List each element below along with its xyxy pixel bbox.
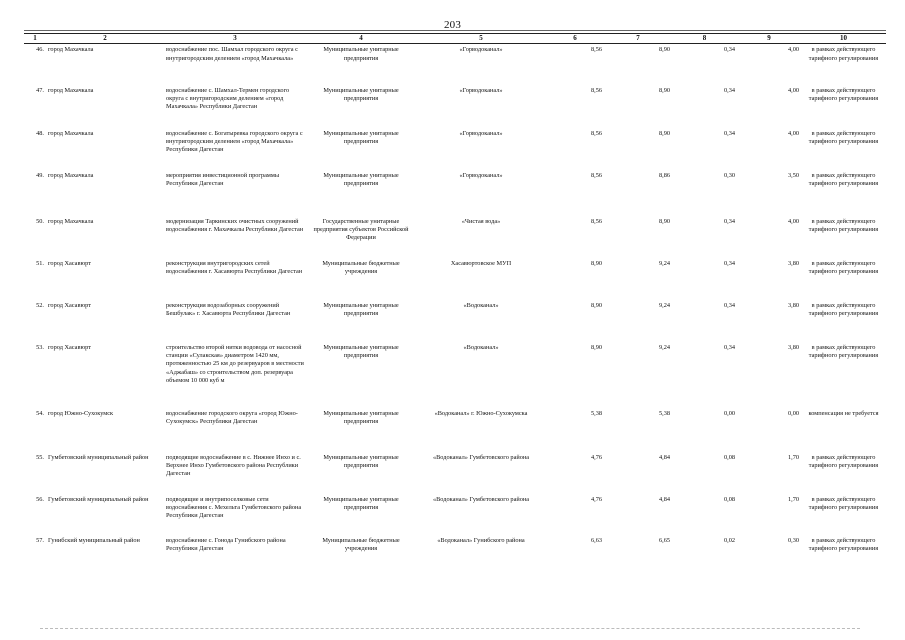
row-number: 49. xyxy=(36,171,44,179)
org-type-cell: Муниципальные унитарные предприятия xyxy=(323,409,399,426)
organization-cell: «Водоканал» xyxy=(463,343,499,351)
value-col7-cell: 9,24 xyxy=(658,343,670,351)
table-row xyxy=(24,44,886,87)
organization-cell: Хасавюртовское МУП xyxy=(450,259,512,267)
project-cell: водоснабжение с. Шамхал-Термен городского округа с внутригородским делением «город Махачкала» Республики Дагестан xyxy=(166,86,290,111)
value-col8-cell: 0,02 xyxy=(723,536,735,544)
project-cell: подводящие и внутрипоселковые сети водоснабжения с. Мехельта Гумбетовского района Республики Дагестан xyxy=(166,495,302,520)
value-col8-cell: 0,34 xyxy=(723,259,735,267)
row-number: 56. xyxy=(36,495,44,503)
row-number: 51. xyxy=(36,259,44,267)
locality-cell: город Махачкала xyxy=(48,46,94,54)
value-col9-cell: 0,30 xyxy=(787,536,799,544)
organization-cell: «Водоканал» г. Южно-Сухокумска xyxy=(434,409,528,417)
org-type-cell: Муниципальные унитарные предприятия xyxy=(323,46,399,62)
locality-cell: город Махачкала xyxy=(48,171,94,179)
row-number: 52. xyxy=(36,301,44,309)
project-cell: реконструкция внутригородских сетей водоснабжения г. Хасавюрта Республики Дагестан xyxy=(166,259,303,276)
org-type-cell: Муниципальные унитарные предприятия xyxy=(323,453,399,470)
row-number: 46. xyxy=(36,46,44,54)
locality-cell: город Махачкала xyxy=(48,129,94,137)
organization-cell: «Водоканал» Гумбетовского района xyxy=(432,453,530,461)
table-row xyxy=(24,172,886,218)
value-col6-cell: 8,90 xyxy=(590,301,602,309)
row-number: 55. xyxy=(36,453,44,461)
column-header: 2 xyxy=(46,34,164,44)
org-type-cell: Муниципальные унитарные предприятия xyxy=(323,301,399,318)
column-header: 3 xyxy=(164,34,306,44)
org-type-cell: Муниципальные унитарные предприятия xyxy=(323,495,399,512)
note-cell: в рамках действующего тарифного регулирования xyxy=(808,536,879,553)
row-number: 48. xyxy=(36,129,44,137)
project-cell: водоснабжение пос. Шамхал городского округа с внутригородским делением «город Махачкала» xyxy=(166,46,298,62)
value-col9-cell: 1,70 xyxy=(787,495,799,503)
value-col7-cell: 8,90 xyxy=(658,217,670,225)
row-number: 47. xyxy=(36,86,44,94)
value-col9-cell: 4,00 xyxy=(787,86,799,94)
org-type-cell: Государственные унитарные предприятия субъектов Российской Федерации xyxy=(313,217,409,242)
project-cell: водоснабжение с. Богатыревка городского округа с внутригородским делением «город Махачкала» Республики Дагестан xyxy=(166,129,303,154)
locality-cell: город Хасавюрт xyxy=(48,343,91,351)
column-header: 7 xyxy=(604,34,672,44)
table-row xyxy=(24,260,886,302)
org-type-cell: Муниципальные бюджетные учреждения xyxy=(322,259,400,276)
note-cell: в рамках действующего тарифного регулирования xyxy=(808,129,879,146)
locality-cell: Гумбетовский муниципальный район xyxy=(48,495,149,503)
column-header: 9 xyxy=(737,34,801,44)
value-col7-cell: 8,90 xyxy=(658,86,670,94)
value-col9-cell: 3,80 xyxy=(787,301,799,309)
locality-cell: город Махачкала xyxy=(48,86,94,94)
locality-cell: город Хасавюрт xyxy=(48,301,91,309)
value-col9-cell: 3,80 xyxy=(787,343,799,351)
org-type-cell: Муниципальные унитарные предприятия xyxy=(323,129,399,146)
table-row xyxy=(24,537,886,567)
row-number: 53. xyxy=(36,343,44,351)
value-col6-cell: 8,56 xyxy=(590,86,602,94)
organization-cell: «Горводоканал» xyxy=(459,46,503,54)
note-cell: в рамках действующего тарифного регулирования xyxy=(808,86,879,103)
note-cell: в рамках действующего тарифного регулирования xyxy=(808,46,879,62)
value-col8-cell: 0,34 xyxy=(723,301,735,309)
locality-cell: город Хасавюрт xyxy=(48,259,91,267)
value-col6-cell: 8,90 xyxy=(590,259,602,267)
locality-cell: Гунибский муниципальный район xyxy=(48,536,140,544)
value-col8-cell: 0,34 xyxy=(723,129,735,137)
note-cell: в рамках действующего тарифного регулирования xyxy=(808,217,879,234)
project-cell: мероприятия инвестиционной программы Республики Дагестан xyxy=(166,171,280,188)
organization-cell: «Водоканал» Гумбетовского района xyxy=(432,495,530,503)
tariff-table xyxy=(24,33,886,567)
value-col8-cell: 0,08 xyxy=(723,453,735,461)
value-col6-cell: 4,76 xyxy=(590,453,602,461)
project-cell: водоснабжение с. Гонода Гунибского района Республики Дагестан xyxy=(166,536,286,553)
value-col8-cell: 0,34 xyxy=(723,46,735,54)
locality-cell: город Южно-Сухокумск xyxy=(48,409,114,417)
project-cell: реконструкция водозаборных сооружений Бешбулак» г. Хасавюрта Республики Дагестан xyxy=(166,301,291,318)
note-cell: в рамках действующего тарифного регулирования xyxy=(808,343,879,360)
column-header-row xyxy=(24,34,886,44)
org-type-cell: Муниципальные унитарные предприятия xyxy=(323,86,399,103)
note-cell: в рамках действующего тарифного регулирования xyxy=(808,259,879,276)
row-number: 50. xyxy=(36,217,44,225)
project-cell: строительство второй нитки водовода от насосной станции «Сулакская» диаметром 1420 мм, протяженностью 25 км до резервуаров в местности «Аджабаш» со строительством доп. резервуара объемом 10 000 куб м xyxy=(166,343,304,384)
table-row xyxy=(24,87,886,130)
value-col8-cell: 0,34 xyxy=(723,343,735,351)
value-col8-cell: 0,08 xyxy=(723,495,735,503)
value-col9-cell: 4,00 xyxy=(787,217,799,225)
organization-cell: «Чистая вода» xyxy=(461,217,501,225)
column-header: 6 xyxy=(546,34,604,44)
project-cell: водоснабжение городского округа «город Южно-Сухокумск» Республики Дагестан xyxy=(166,409,298,426)
column-header: 1 xyxy=(24,34,46,44)
value-col8-cell: 0,34 xyxy=(723,217,735,225)
value-col7-cell: 8,86 xyxy=(658,171,670,179)
table-row xyxy=(24,496,886,537)
value-col9-cell: 4,00 xyxy=(787,46,799,54)
value-col9-cell: 3,80 xyxy=(787,259,799,267)
column-header: 4 xyxy=(306,34,416,44)
value-col7-cell: 4,84 xyxy=(658,453,670,461)
org-type-cell: Муниципальные бюджетные учреждения xyxy=(322,536,400,553)
project-cell: подводящие водоснабжение в с. Нижнее Инхо и с. Верхнее Инхо Гумбетовского района Республики Дагестан xyxy=(166,453,301,478)
organization-cell: «Водоканал» xyxy=(463,301,499,309)
bottom-divider xyxy=(40,628,860,629)
value-col6-cell: 4,76 xyxy=(590,495,602,503)
value-col7-cell: 4,84 xyxy=(658,495,670,503)
note-cell: в рамках действующего тарифного регулирования xyxy=(808,495,879,512)
organization-cell: «Горводоканал» xyxy=(459,129,503,137)
value-col6-cell: 6,63 xyxy=(590,536,602,544)
value-col6-cell: 8,90 xyxy=(590,343,602,351)
column-header: 10 xyxy=(801,34,886,44)
value-col6-cell: 8,56 xyxy=(590,171,602,179)
value-col9-cell: 3,50 xyxy=(787,171,799,179)
organization-cell: «Водоканал» Гунибского района xyxy=(437,536,525,544)
value-col8-cell: 0,00 xyxy=(723,409,735,417)
value-col8-cell: 0,30 xyxy=(723,171,735,179)
organization-cell: «Горводоканал» xyxy=(459,86,503,94)
table-row xyxy=(24,410,886,454)
top-rule xyxy=(24,30,886,31)
value-col7-cell: 6,65 xyxy=(658,536,670,544)
value-col7-cell: 8,90 xyxy=(658,46,670,54)
row-number: 54. xyxy=(36,409,44,417)
value-col9-cell: 0,00 xyxy=(787,409,799,417)
value-col9-cell: 4,00 xyxy=(787,129,799,137)
locality-cell: город Махачкала xyxy=(48,217,94,225)
value-col7-cell: 8,90 xyxy=(658,129,670,137)
note-cell: компенсация не требуется xyxy=(808,409,879,417)
value-col7-cell: 9,24 xyxy=(658,259,670,267)
value-col9-cell: 1,70 xyxy=(787,453,799,461)
note-cell: в рамках действующего тарифного регулирования xyxy=(808,453,879,470)
value-col6-cell: 5,38 xyxy=(590,409,602,417)
row-number: 57. xyxy=(36,536,44,544)
table-row xyxy=(24,454,886,496)
note-cell: в рамках действующего тарифного регулирования xyxy=(808,171,879,188)
value-col6-cell: 8,56 xyxy=(590,129,602,137)
table-row xyxy=(24,130,886,172)
value-col8-cell: 0,34 xyxy=(723,86,735,94)
value-col7-cell: 9,24 xyxy=(658,301,670,309)
value-col6-cell: 8,56 xyxy=(590,46,602,54)
column-header: 8 xyxy=(672,34,737,44)
org-type-cell: Муниципальные унитарные предприятия xyxy=(323,171,399,188)
value-col7-cell: 5,38 xyxy=(658,409,670,417)
locality-cell: Гумбетовский муниципальный район xyxy=(48,453,149,461)
table-row xyxy=(24,218,886,260)
value-col6-cell: 8,56 xyxy=(590,217,602,225)
note-cell: в рамках действующего тарифного регулирования xyxy=(808,301,879,318)
table-row xyxy=(24,344,886,410)
page-number: 203 xyxy=(443,19,462,31)
org-type-cell: Муниципальные унитарные предприятия xyxy=(323,343,399,360)
table-row xyxy=(24,302,886,344)
project-cell: модернизация Таркинских очистных сооружений водоснабжения г. Махачкалы Республики Дагестан xyxy=(166,217,304,234)
column-header: 5 xyxy=(416,34,546,44)
organization-cell: «Горводоканал» xyxy=(459,171,503,179)
